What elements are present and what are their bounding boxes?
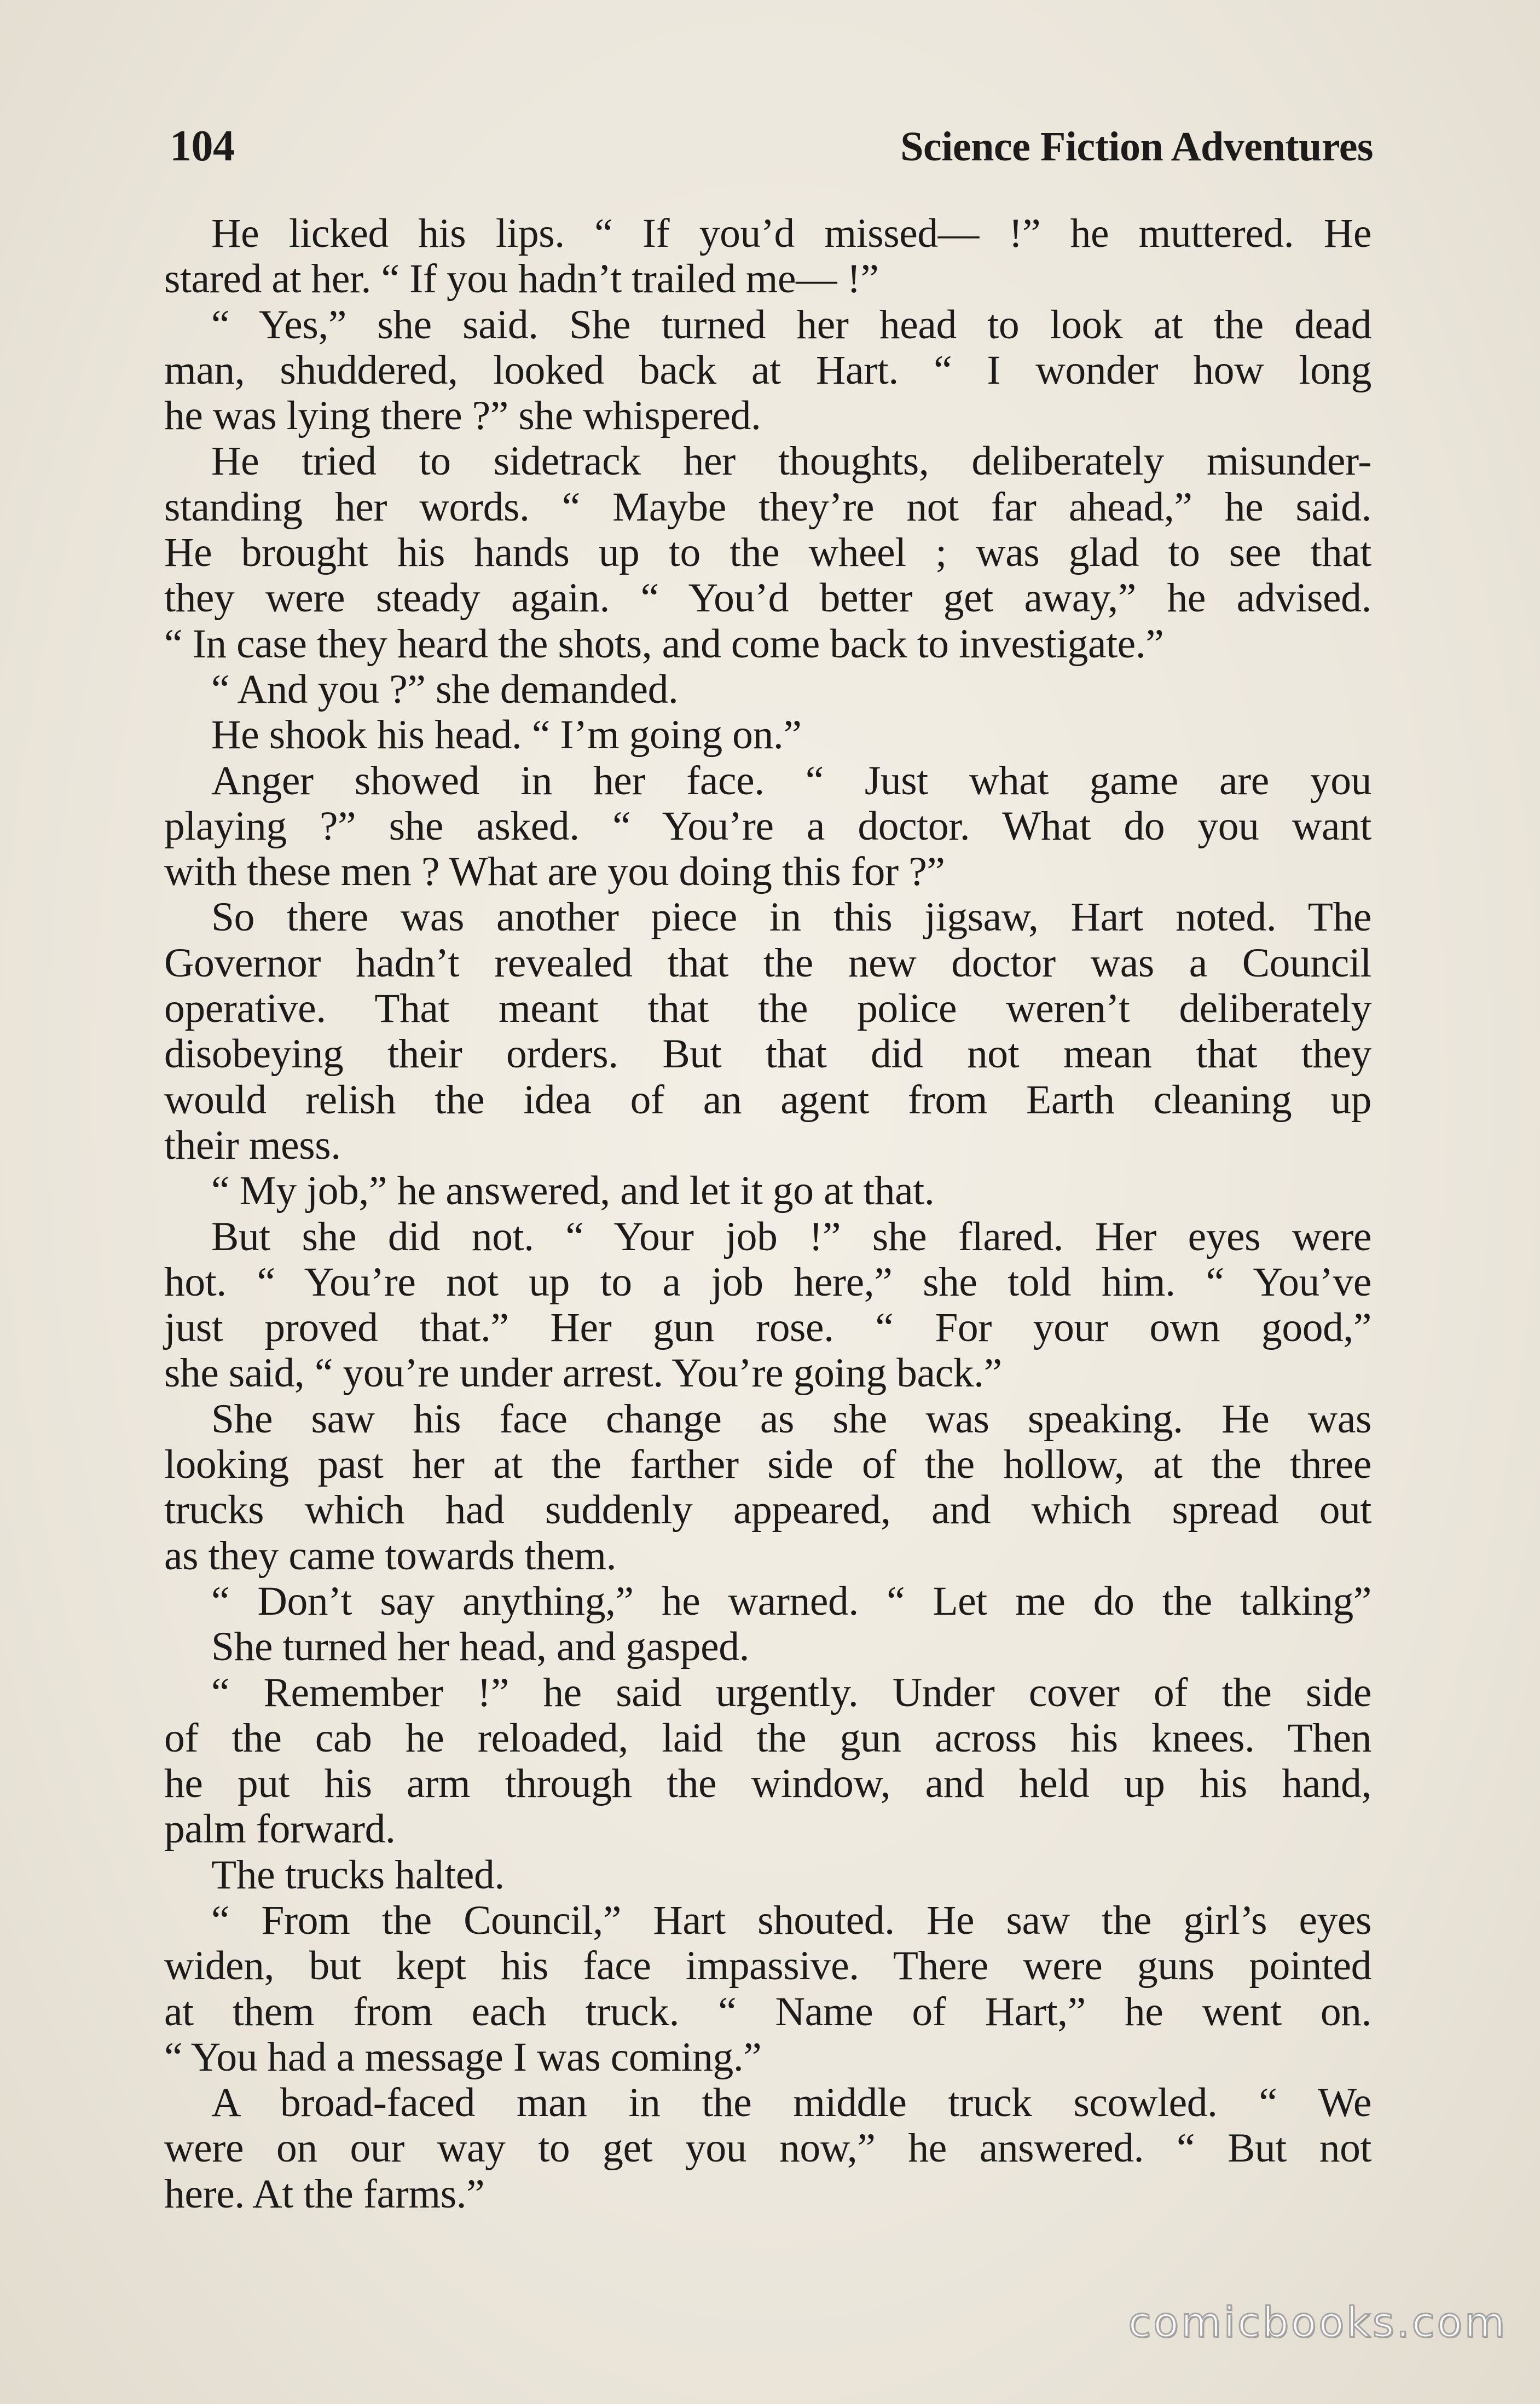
text-line: “ And you ?” she demanded. (211, 666, 679, 712)
text-line: But she did not. “ Your job !” she flared. Her eyes were (211, 1213, 1371, 1259)
text-line: trucks which had suddenly appeared, and which spread out (164, 1487, 1371, 1533)
text-line: operative. That meant that the police weren’t deliberately (164, 986, 1371, 1032)
text-line: palm forward. (164, 1806, 396, 1852)
page-number: 104 (170, 122, 235, 170)
text-line: A broad-faced man in the middle truck scowled. “ We (211, 2080, 1371, 2126)
text-line: “ You had a message I was coming.” (164, 2034, 762, 2080)
text-line: He licked his lips. “ If you’d missed— !” he muttered. He (211, 211, 1371, 256)
text-line: So there was another piece in this jigsaw, Hart noted. The (211, 894, 1371, 940)
text-line: Anger showed in her face. “ Just what game are you (211, 758, 1371, 804)
running-title: Science Fiction Adventures (900, 124, 1373, 170)
text-line: with these men ? What are you doing this for ?” (164, 849, 945, 895)
text-line: he put his arm through the window, and held up his hand, (164, 1761, 1371, 1807)
watermark: comicbooks.com (1128, 2298, 1507, 2347)
text-line: “ Yes,” she said. She turned her head to look at the dead (211, 302, 1371, 348)
text-line: at them from each truck. “ Name of Hart,” he went on. (164, 1989, 1371, 2035)
text-line: “ Remember !” he said urgently. Under cover of the side (211, 1669, 1371, 1715)
text-line: as they came towards them. (164, 1533, 617, 1579)
text-line: standing her words. “ Maybe they’re not far ahead,” he said. (164, 484, 1371, 530)
text-line: “ In case they heard the shots, and come back to investigate.” (164, 621, 1164, 667)
text-line: “ Don’t say anything,” he warned. “ Let me do the talking” (211, 1578, 1371, 1624)
text-line: man, shuddered, looked back at Hart. “ I wonder how long (164, 347, 1371, 393)
text-line: She saw his face change as she was speaking. He was (211, 1396, 1371, 1442)
text-line: “ My job,” he answered, and let it go at that. (211, 1168, 935, 1214)
text-line: here. At the farms.” (164, 2171, 485, 2217)
text-line: were on our way to get you now,” he answered. “ But not (164, 2125, 1371, 2171)
text-line: She turned her head, and gasped. (211, 1624, 750, 1670)
text-line: He shook his head. “ I’m going on.” (211, 712, 802, 758)
text-line: playing ?” she asked. “ You’re a doctor. What do you want (164, 803, 1371, 849)
text-line: he was lying there ?” she whispered. (164, 393, 761, 439)
text-line: He brought his hands up to the wheel ; was glad to see that (164, 530, 1371, 576)
text-line: The trucks halted. (211, 1852, 505, 1898)
text-line: looking past her at the farther side of the hollow, at the three (164, 1442, 1371, 1488)
text-line: would relish the idea of an agent from Earth cleaning up (164, 1077, 1371, 1123)
text-line: He tried to sidetrack her thoughts, deliberately misunder- (211, 438, 1371, 484)
text-line: she said, “ you’re under arrest. You’re going back.” (164, 1350, 1002, 1396)
text-line: “ From the Council,” Hart shouted. He saw the girl’s eyes (211, 1897, 1371, 1943)
text-line: their mess. (164, 1122, 341, 1168)
text-line: hot. “ You’re not up to a job here,” she told him. “ You’ve (164, 1259, 1371, 1305)
text-line: widen, but kept his face impassive. There were guns pointed (164, 1943, 1371, 1989)
text-line: Governor hadn’t revealed that the new doctor was a Council (164, 940, 1371, 986)
text-line: they were steady again. “ You’d better get away,” he advised. (164, 575, 1371, 621)
text-line: stared at her. “ If you hadn’t trailed me— !” (164, 256, 879, 302)
text-line: of the cab he reloaded, laid the gun across his knees. Then (164, 1715, 1371, 1761)
page-header (170, 122, 1373, 182)
text-line: just proved that.” Her gun rose. “ For your own good,” (164, 1305, 1371, 1351)
text-line: disobeying their orders. But that did not mean that they (164, 1031, 1371, 1077)
body-text (164, 211, 1371, 2217)
